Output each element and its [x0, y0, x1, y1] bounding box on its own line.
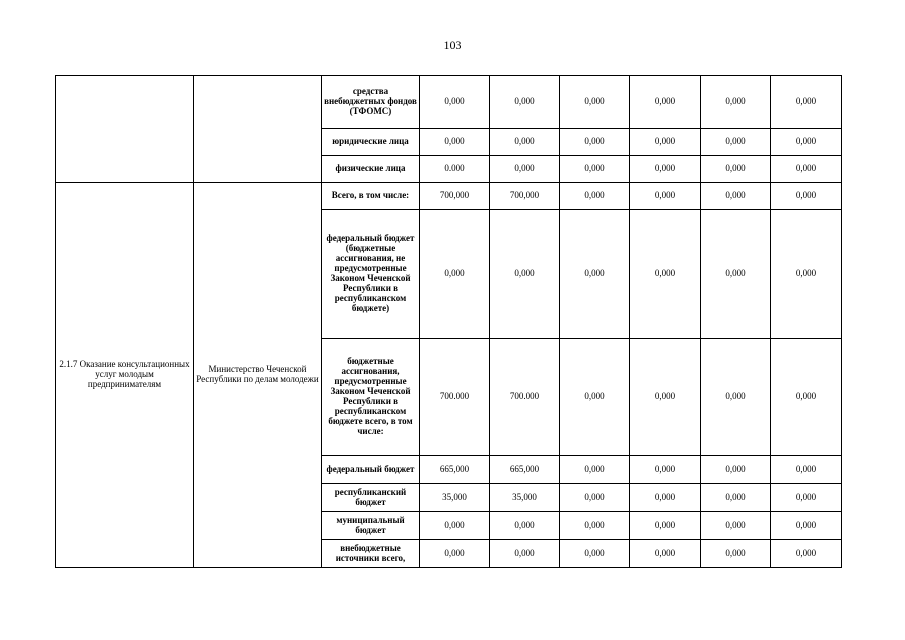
value-cell: 0,000: [771, 512, 842, 540]
value-cell: 0,000: [701, 512, 771, 540]
value-cell: 0,000: [630, 76, 701, 129]
value-cell: 700.000: [490, 339, 560, 456]
value-cell: 0,000: [490, 512, 560, 540]
value-cell: 0,000: [630, 484, 701, 512]
value-cell: 0,000: [771, 210, 842, 339]
value-cell: 0,000: [630, 129, 701, 156]
value-cell: 700,000: [490, 183, 560, 210]
value-cell: 0,000: [701, 156, 771, 183]
value-cell: 0,000: [560, 484, 630, 512]
value-cell: 0,000: [560, 456, 630, 484]
value-cell: 0,000: [701, 456, 771, 484]
table-row: [56, 183, 842, 210]
source-cell: муниципальный бюджет: [322, 512, 420, 540]
source-cell: юридические лица: [322, 129, 420, 156]
value-cell: 0,000: [701, 183, 771, 210]
value-cell: 665,000: [420, 456, 490, 484]
table-row: [56, 76, 842, 129]
value-cell: 0,000: [701, 339, 771, 456]
value-cell: 35,000: [490, 484, 560, 512]
value-cell: 0,000: [420, 540, 490, 568]
value-cell: 0,000: [771, 76, 842, 129]
value-cell: 665,000: [490, 456, 560, 484]
value-cell: 0,000: [771, 156, 842, 183]
value-cell: 0,000: [490, 129, 560, 156]
source-cell: бюджетные ассигнования, предусмотренные Законом Чеченской Республики в республиканском бюджете всего, в том числе:: [322, 339, 420, 456]
value-cell: 0,000: [701, 76, 771, 129]
executor-cell-empty: [194, 76, 322, 183]
value-cell: 0,000: [560, 183, 630, 210]
value-cell: 0,000: [560, 129, 630, 156]
value-cell: 0,000: [420, 76, 490, 129]
value-cell: 0,000: [630, 512, 701, 540]
value-cell: 0,000: [701, 484, 771, 512]
value-cell: 0,000: [560, 540, 630, 568]
value-cell: 0,000: [560, 339, 630, 456]
value-cell: 0,000: [490, 540, 560, 568]
value-cell: 0,000: [560, 512, 630, 540]
value-cell: 0,000: [771, 456, 842, 484]
value-cell: 0,000: [560, 76, 630, 129]
value-cell: 0,000: [630, 156, 701, 183]
source-cell: внебюджетные источники всего,: [322, 540, 420, 568]
page-number: 103: [443, 38, 462, 52]
value-cell: 0,000: [701, 540, 771, 568]
value-cell: 700,000: [420, 183, 490, 210]
value-cell: 0,000: [630, 339, 701, 456]
executor-cell: Министерство Чеченской Республики по делам молодежи: [194, 183, 322, 568]
value-cell: 0,000: [630, 456, 701, 484]
value-cell: 0,000: [771, 540, 842, 568]
value-cell: 0,000: [771, 183, 842, 210]
value-cell: 700.000: [420, 339, 490, 456]
value-cell: 0,000: [490, 156, 560, 183]
budget-table: [55, 75, 842, 568]
value-cell: 0,000: [771, 339, 842, 456]
source-cell: средства внебюджетных фондов (ТФОМС): [322, 76, 420, 129]
event-name-cell: 2.1.7 Оказание консультационных услуг молодым предпринимателям: [56, 183, 194, 568]
value-cell: 0,000: [420, 129, 490, 156]
value-cell: 35,000: [420, 484, 490, 512]
value-cell: 0,000: [630, 183, 701, 210]
source-cell: республиканский бюджет: [322, 484, 420, 512]
value-cell: 0.000: [420, 156, 490, 183]
value-cell: 0,000: [420, 210, 490, 339]
source-cell: физические лица: [322, 156, 420, 183]
value-cell: 0,000: [560, 210, 630, 339]
source-cell: Всего, в том числе:: [322, 183, 420, 210]
value-cell: 0,000: [771, 484, 842, 512]
value-cell: 0,000: [701, 210, 771, 339]
name-cell-empty: [56, 76, 194, 183]
value-cell: 0,000: [630, 210, 701, 339]
value-cell: 0,000: [630, 540, 701, 568]
value-cell: 0,000: [420, 512, 490, 540]
value-cell: 0,000: [771, 129, 842, 156]
value-cell: 0,000: [560, 156, 630, 183]
value-cell: 0,000: [490, 76, 560, 129]
source-cell: федеральный бюджет: [322, 456, 420, 484]
value-cell: 0,000: [490, 210, 560, 339]
source-cell: федеральный бюджет (бюджетные ассигнования, не предусмотренные Законом Чеченской Республики в республиканском бюджете): [322, 210, 420, 339]
value-cell: 0,000: [701, 129, 771, 156]
